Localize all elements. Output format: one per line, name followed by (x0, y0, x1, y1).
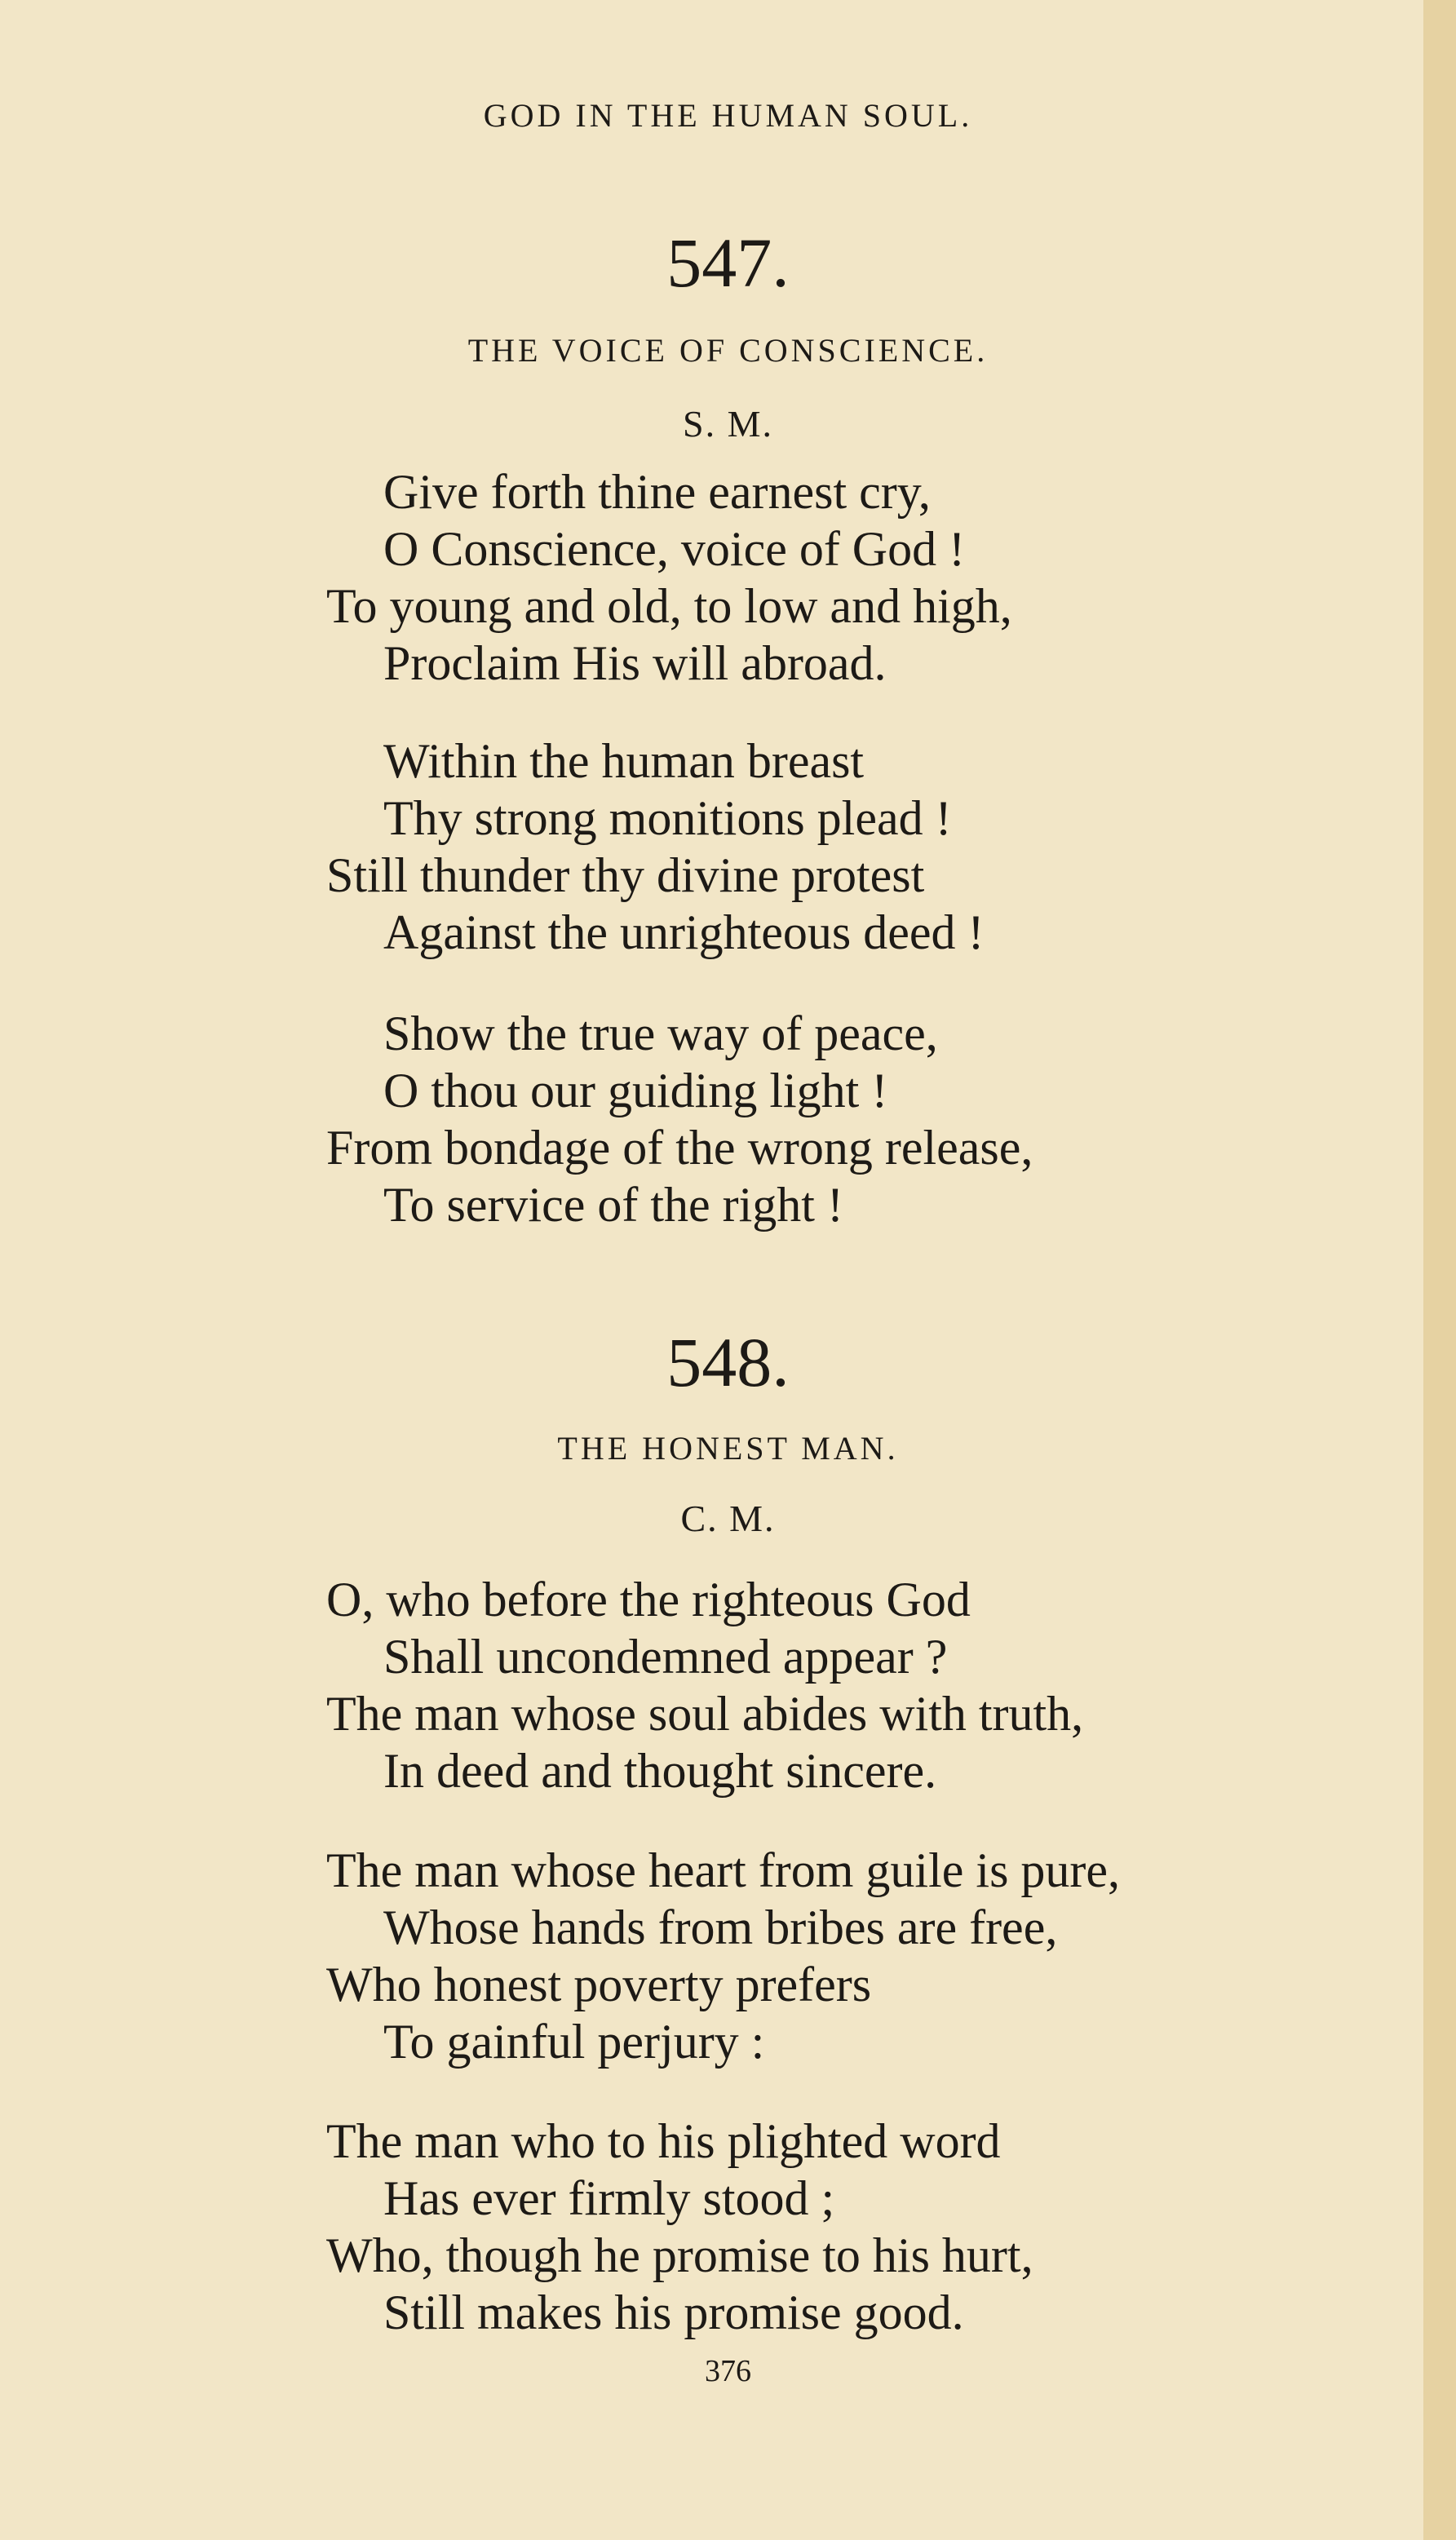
stanza (326, 1842, 1370, 2070)
stanza (326, 1571, 1370, 1799)
verse-line: Who honest poverty prefers (326, 1958, 872, 2011)
verse-line: Show the true way of peace, (383, 1007, 938, 1060)
hymn-number: 547. (666, 223, 790, 302)
verse-line: To young and old, to low and high, (326, 579, 1012, 633)
verse-line: Still thunder thy divine protest (326, 848, 925, 902)
hymn-meter: C. M. (680, 1498, 776, 1539)
page-number: 376 (705, 2354, 751, 2388)
verse-line: In deed and thought sincere. (383, 1744, 937, 1798)
verse-line: Against the unrighteous deed ! (383, 905, 985, 959)
verse-line: Thy strong monitions plead ! (383, 791, 952, 845)
verse-line: To service of the right ! (383, 1178, 843, 1232)
hymn-number: 548. (666, 1323, 790, 1401)
verse-line: O Conscience, voice of God ! (383, 522, 966, 576)
verse-line: Give forth thine earnest cry, (383, 465, 931, 519)
verse-line: The man whose heart from guile is pure, (326, 1843, 1121, 1897)
verse-line: Within the human breast (383, 734, 865, 788)
verse-line: To gainful perjury : (383, 2015, 765, 2069)
hymn-title: THE VOICE OF CONSCIENCE. (467, 332, 989, 369)
verse-line: The man whose soul abides with truth, (326, 1687, 1084, 1741)
verse-line: Who, though he promise to his hurt, (326, 2228, 1033, 2282)
stanza (326, 463, 1370, 692)
verse-line: O thou our guiding light ! (383, 1064, 888, 1117)
hymn-meter: S. M. (683, 403, 773, 445)
stanza (326, 732, 1370, 961)
page-edge-shadow (1423, 0, 1456, 2540)
verse-line: O, who before the righteous God (326, 1573, 971, 1626)
verse-line: Still makes his promise good. (383, 2286, 964, 2339)
verse-line: From bondage of the wrong release, (326, 1121, 1033, 1175)
verse-line: Has ever firmly stood ; (383, 2171, 835, 2225)
verse-line: Shall uncondemned appear ? (383, 1630, 948, 1684)
verse-line: Proclaim His will abroad. (383, 636, 887, 690)
running-head: GOD IN THE HUMAN SOUL. (483, 97, 973, 134)
verse-line: The man who to his plighted word (326, 2114, 1001, 2168)
verse-line: Whose hands from bribes are free, (383, 1901, 1058, 1954)
stanza (326, 1005, 1370, 1233)
stanza (326, 2113, 1370, 2341)
hymn-title: THE HONEST MAN. (557, 1430, 899, 1467)
